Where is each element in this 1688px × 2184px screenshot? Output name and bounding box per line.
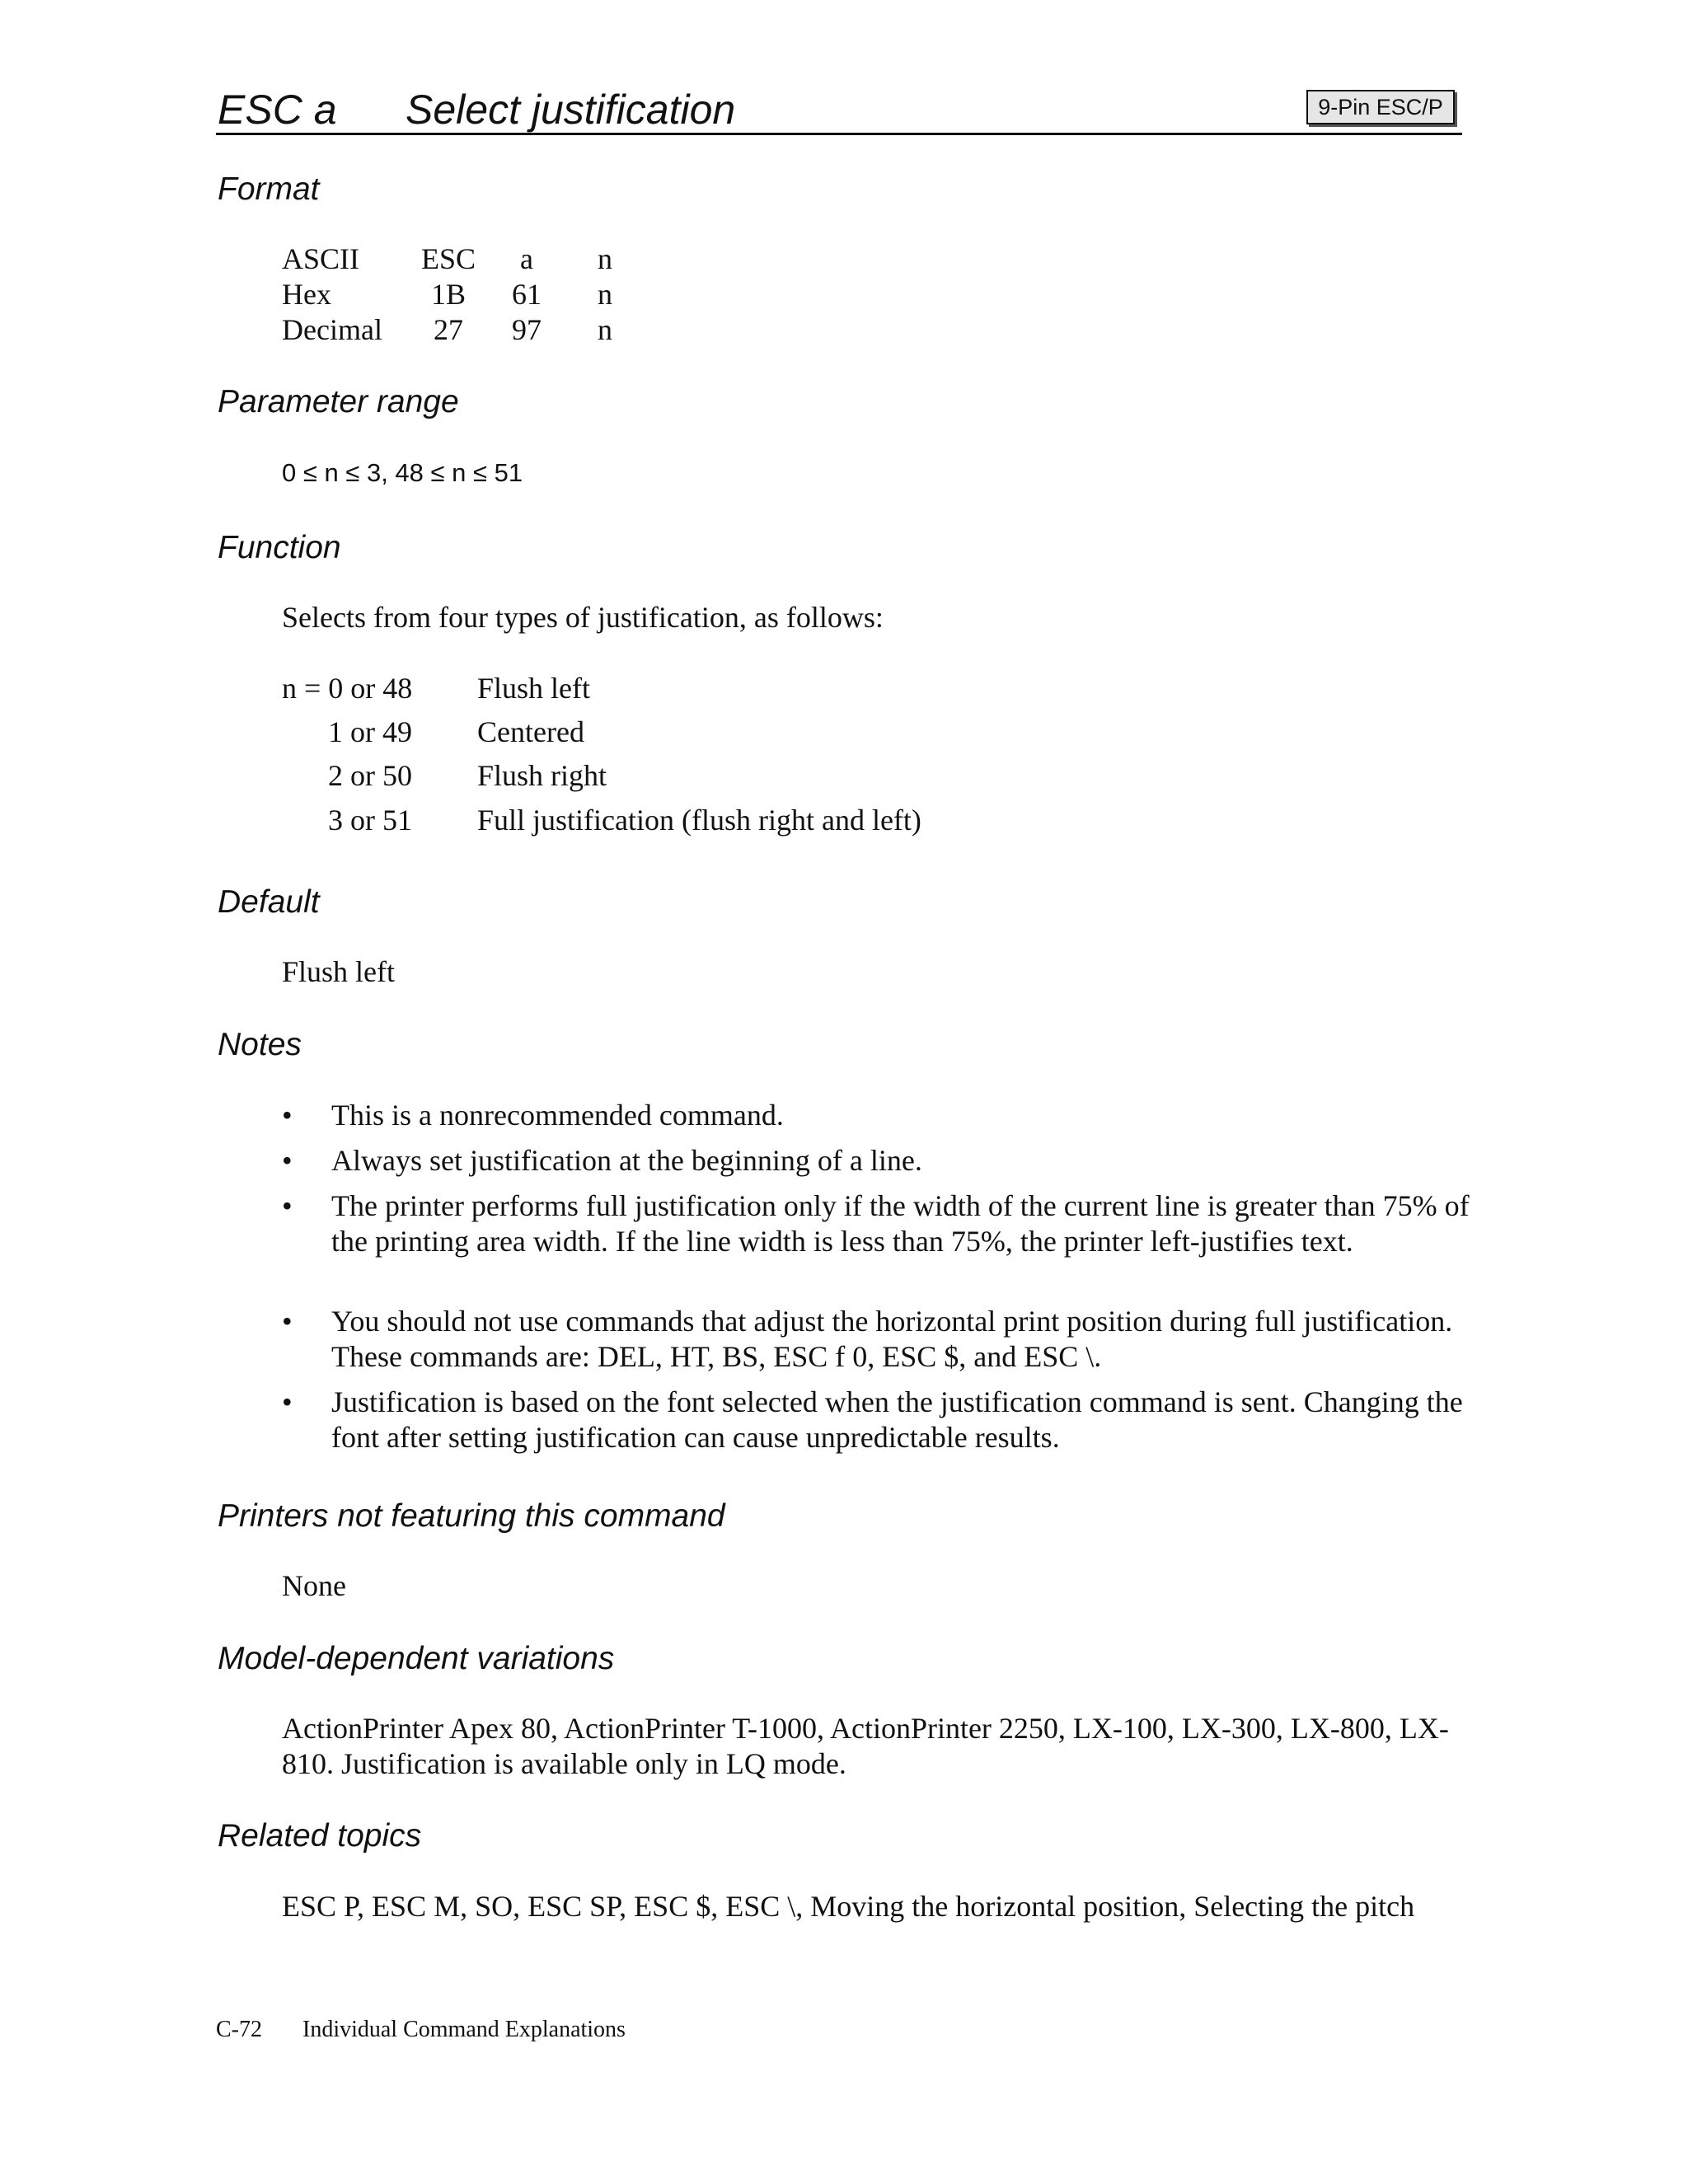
section-heading-format: Format xyxy=(218,171,320,207)
format-cell: ESC xyxy=(420,242,476,275)
bullet-glyph: • xyxy=(282,1305,293,1338)
bullet-glyph: • xyxy=(282,1099,293,1132)
format-cell: 27 xyxy=(434,313,463,346)
format-row-label: Decimal xyxy=(282,313,382,346)
footer-page-number: C-72 xyxy=(216,2017,262,2042)
related-topics-text: ESC P, ESC M, SO, ESC SP, ESC $, ESC \, Moving the horizontal position, Selecting the pitch xyxy=(282,1890,1415,1923)
option-description: Full justification (flush right and left) xyxy=(477,804,921,837)
command-code: ESC a xyxy=(218,87,337,133)
printers-not-featuring-text: None xyxy=(282,1569,346,1602)
format-cell: n xyxy=(598,313,612,346)
format-row-label: ASCII xyxy=(282,242,360,275)
note-item: Justification is based on the font selected when the justification command is sent. Changing the font after setting justification can cause unpredictable results. xyxy=(331,1385,1463,1454)
section-heading-default: Default xyxy=(218,884,320,920)
section-heading-related-topics: Related topics xyxy=(218,1818,422,1854)
default-text: Flush left xyxy=(282,955,396,988)
option-value: 3 or 51 xyxy=(328,804,412,837)
bullet-glyph: • xyxy=(282,1144,293,1177)
note-item: This is a nonrecommended command. xyxy=(331,1099,784,1132)
parameter-range-text: 0 ≤ n ≤ 3, 48 ≤ n ≤ 51 xyxy=(282,458,523,487)
note-item: Always set justification at the beginning of a line. xyxy=(331,1144,922,1177)
printer-family-badge: 9-Pin ESC/P xyxy=(1306,90,1455,124)
option-value: 2 or 50 xyxy=(328,759,412,792)
format-cell: 97 xyxy=(512,313,542,346)
function-intro: Selects from four types of justification, as follows: xyxy=(282,601,884,634)
format-cell: a xyxy=(520,242,533,275)
format-cell: 61 xyxy=(512,278,542,311)
section-heading-function: Function xyxy=(218,530,341,565)
option-value: n = 0 or 48 xyxy=(282,672,413,705)
option-description: Centered xyxy=(477,715,584,748)
footer-title: Individual Command Explanations xyxy=(302,2017,626,2042)
header-rule xyxy=(216,133,1462,135)
format-row-label: Hex xyxy=(282,278,331,311)
section-heading-printers-not-featuring: Printers not featuring this command xyxy=(218,1498,725,1534)
section-heading-model-dependent: Model-dependent variations xyxy=(218,1641,615,1676)
page-title: Select justification xyxy=(406,87,736,133)
model-dependent-text: ActionPrinter Apex 80, ActionPrinter T-1000, ActionPrinter 2250, LX-100, LX-300, LX-800, LX-810. Justification is available only in LQ mode. xyxy=(282,1712,1449,1780)
section-heading-notes: Notes xyxy=(218,1027,302,1062)
section-heading-parameter-range: Parameter range xyxy=(218,384,459,419)
option-value: 1 or 49 xyxy=(328,715,412,748)
format-cell: n xyxy=(598,242,612,275)
note-item: You should not use commands that adjust the horizontal print position during full justification. These commands are: DEL, HT, BS, ESC f 0, ESC $, and ESC \. xyxy=(331,1305,1453,1373)
bullet-glyph: • xyxy=(282,1385,293,1418)
format-cell: 1B xyxy=(430,278,466,311)
option-description: Flush right xyxy=(477,759,607,792)
option-description: Flush left xyxy=(477,672,591,705)
note-item: The printer performs full justification only if the width of the current line is greater than 75% of the printing area width. If the line width is less than 75%, the printer left-justifies text. xyxy=(331,1189,1470,1258)
bullet-glyph: • xyxy=(282,1189,293,1222)
format-cell: n xyxy=(598,278,612,311)
